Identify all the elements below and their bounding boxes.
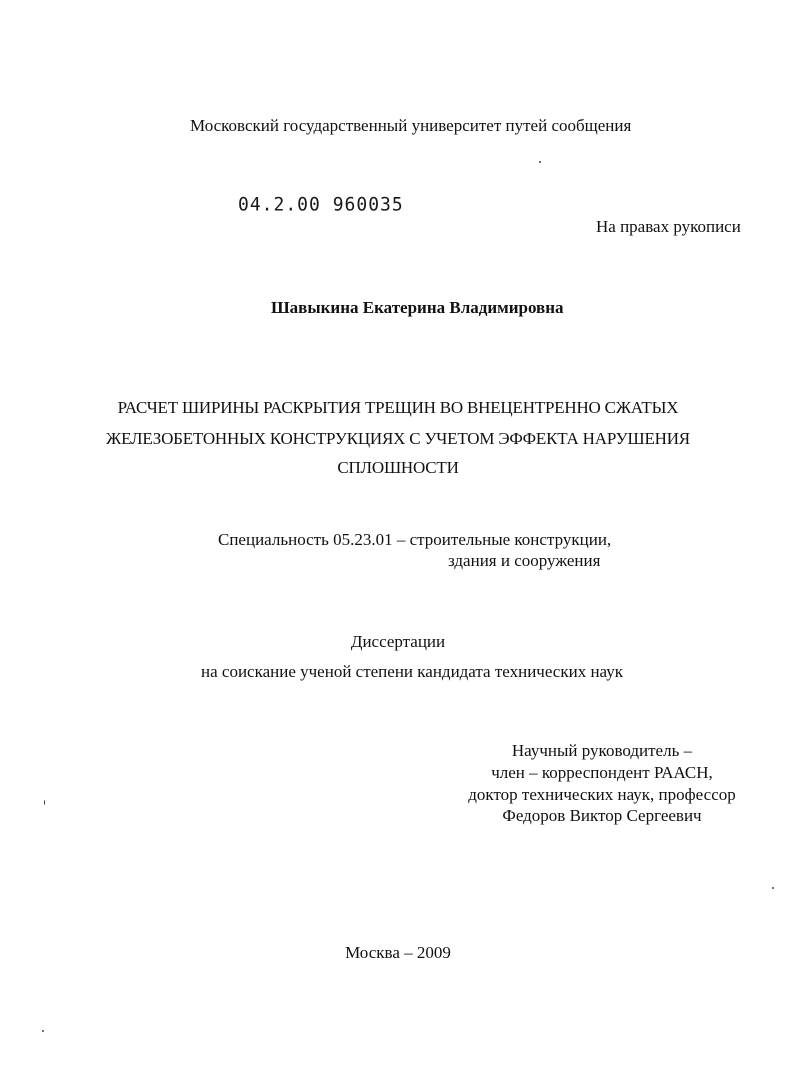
scan-speck: [539, 161, 541, 163]
author-name: Шавыкина Екатерина Владимировна: [271, 298, 564, 317]
scan-speck: [42, 1030, 44, 1032]
supervisor-membership: член – корреспондент РААСН,: [491, 763, 713, 782]
scan-speck: [44, 800, 45, 805]
scan-speck: [772, 887, 774, 889]
city-year: Москва – 2009: [345, 943, 451, 962]
thesis-title-line-1: РАСЧЕТ ШИРИНЫ РАСКРЫТИЯ ТРЕЩИН ВО ВНЕЦЕНТРЕННО СЖАТЫХ: [117, 398, 679, 417]
thesis-title-line-2: ЖЕЛЕЗОБЕТОННЫХ КОНСТРУКЦИЯХ С УЧЕТОМ ЭФФЕКТА НАРУШЕНИЯ: [106, 429, 690, 448]
archive-stamp: 04.2.00 960035: [238, 193, 404, 216]
supervisor-name: Федоров Виктор Сергеевич: [502, 806, 702, 825]
thesis-title-line-3: СПЛОШНОСТИ: [337, 458, 459, 477]
specialty-line-2: здания и сооружения: [448, 551, 601, 570]
specialty-line-1: Специальность 05.23.01 – строительные конструкции,: [218, 530, 612, 549]
dissertation-label: Диссертации: [350, 632, 446, 651]
supervisor-role: Научный руководитель –: [511, 741, 693, 760]
degree-line: на соискание ученой степени кандидата технических наук: [201, 662, 624, 681]
university-name: Московский государственный университет путей сообщения: [190, 116, 632, 135]
manuscript-rights-note: На правах рукописи: [596, 217, 741, 236]
supervisor-degree: доктор технических наук, профессор: [468, 785, 736, 804]
